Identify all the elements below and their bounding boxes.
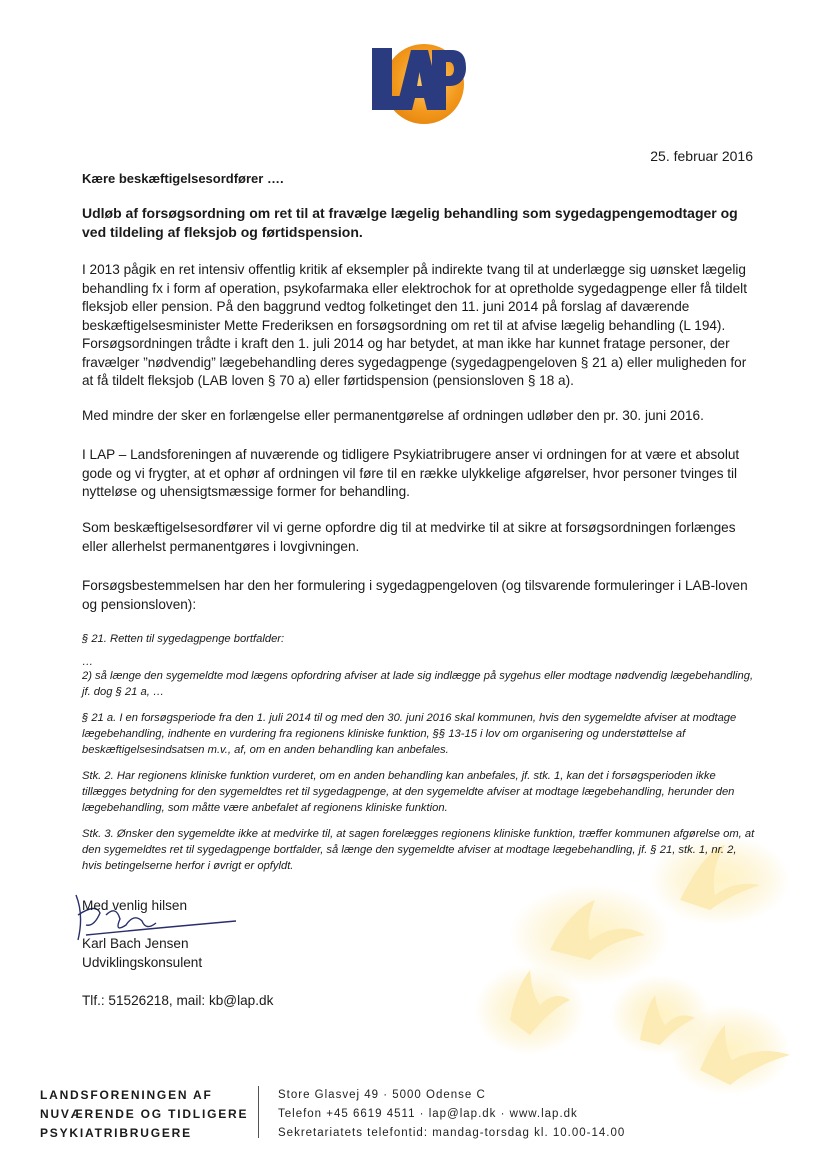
contact-info: Tlf.: 51526218, mail: kb@lap.dk (82, 993, 274, 1008)
signer-name: Karl Bach Jensen (82, 936, 189, 951)
law-section-21: § 21. Retten til sygedagpenge bortfalder: (82, 633, 285, 645)
lap-logo (366, 38, 466, 126)
paragraph-request: Som beskæftigelsesordfører vil vi gerne opfordre dig til at medvirke til at sikre at forsøgsordningen forlænges eller allerhelst permanentgøres i lovgivningen. (82, 520, 736, 554)
law-ellipsis: … (82, 656, 94, 668)
paragraph-lap-position: I LAP – Landsforeningen af nuværende og tidligere Psykiatribrugere anser vi ordningen for at være et absolut gode og vi frygter, at et ophør af ordningen vil føre til en række ulykkelige afgørelser, hvor personer tvinges til nytteløse og uhensigtsmæssige former for behandling. (82, 447, 740, 499)
law-stk-2: Stk. 2. Har regionens kliniske funktion vurderet, om en anden behandling kan anbefales, jf. stk. 1, kan det i forsøgsperioden ikke tillægges betydning for den sygemeldtes ret til sygedagpenge, at den sygemeldte afviser at modtage lægebehandling, herunder den lægebehandling, som måtte være anbefalet af regionens kliniske funktion. (82, 770, 735, 814)
footer-org-line: PSYKIATRIBRUGERE (40, 1126, 192, 1140)
footer-address-line: Telefon +45 6619 4511 · lap@lap.dk · www.lap.dk (278, 1108, 578, 1120)
greeting: Kære beskæftigelsesordfører …. (82, 171, 284, 186)
paragraph-expiry: Med mindre der sker en forlængelse eller permanentgørelse af ordningen udløber den pr. 30. juni 2016. (82, 408, 704, 423)
paragraph-background: I 2013 pågik en ret intensiv offentlig kritik af eksempler på indirekte tvang til at underlægge sig uønsket lægelig behandling fx i form af operation, psykofarmaka eller elektrochok for at opretholde sygedagpenge eller få tildelt fleksjob eller pension. På den baggrund vedtog folketinget den 11. juni 2014 på forslag af daværende beskæftigelsesminister Mette Frederiksen en forsøgsordning om ret til at afvise lægelig behandling (L 194). Forsøgsordningen trådte i kraft den 1. juli 2014 og har betydet, at man ikke har kunnet fratage personer, der fravælger ”nødvendig” lægebehandling deres sygedagpenge (sygedagpengeloven § 21 a) eller muligheden for at få tildelt fleksjob (LAB loven § 70 a) eller førtidspension (pensionsloven § 18 a). (82, 262, 747, 388)
law-stk-3: Stk. 3. Ønsker den sygemeldte ikke at medvirke til, at sagen forelægges regionens kliniske funktion, træffer kommunen afgørelse om, at den sygemeldtes ret til sygedagpenge bortfalder, så længe den sygemeldte afviser at modtage lægebehandling, jf. § 21, stk. 1, nr. 2, hvis betingelserne herfor i øvrigt er opfyldt. (82, 828, 755, 872)
law-section-21a: § 21 a. I en forsøgsperiode fra den 1. juli 2014 til og med den 30. juni 2016 skal kommunen, hvis den sygemeldte afviser at modtage lægebehandling, indhente en vurdering fra regionens kliniske funktion, §§ 13-15 i lov om organisering og understøttelse af beskæftigelsesindsatsen m.v., af, om en anden behandling kan anbefales. (82, 712, 737, 756)
law-item-2: 2) så længe den sygemeldte mod lægens opfordring afviser at lade sig indlægge på sygehus eller modtage nødvendig lægebehandling, jf. dog § 21 a, … (82, 670, 754, 698)
letter-date: 25. februar 2016 (650, 148, 753, 164)
footer-divider (258, 1086, 259, 1138)
footer-address-line: Store Glasvej 49 · 5000 Odense C (278, 1089, 486, 1101)
footer-organization (40, 1086, 248, 1143)
footer-org-line: NUVÆRENDE OG TIDLIGERE (40, 1107, 249, 1121)
letter-subject: Udløb af forsøgsordning om ret til at fravælge lægelig behandling som sygedagpengemodtager og ved tildeling af fleksjob og førtidspension. (82, 205, 738, 240)
closing: Med venlig hilsen (82, 898, 188, 913)
footer-org-line: LANDSFORENINGEN AF (40, 1088, 213, 1102)
bird-illustration (470, 840, 827, 1100)
footer-address (278, 1086, 625, 1143)
footer-address-line: Sekretariatets telefontid: mandag-torsdag kl. 10.00-14.00 (278, 1127, 626, 1139)
paragraph-law-intro: Forsøgsbestemmelsen har den her formulering i sygedagpengeloven (og tilsvarende formuleringer i LAB-loven og pensionsloven): (82, 578, 748, 612)
signer-role: Udviklingskonsulent (82, 955, 203, 970)
